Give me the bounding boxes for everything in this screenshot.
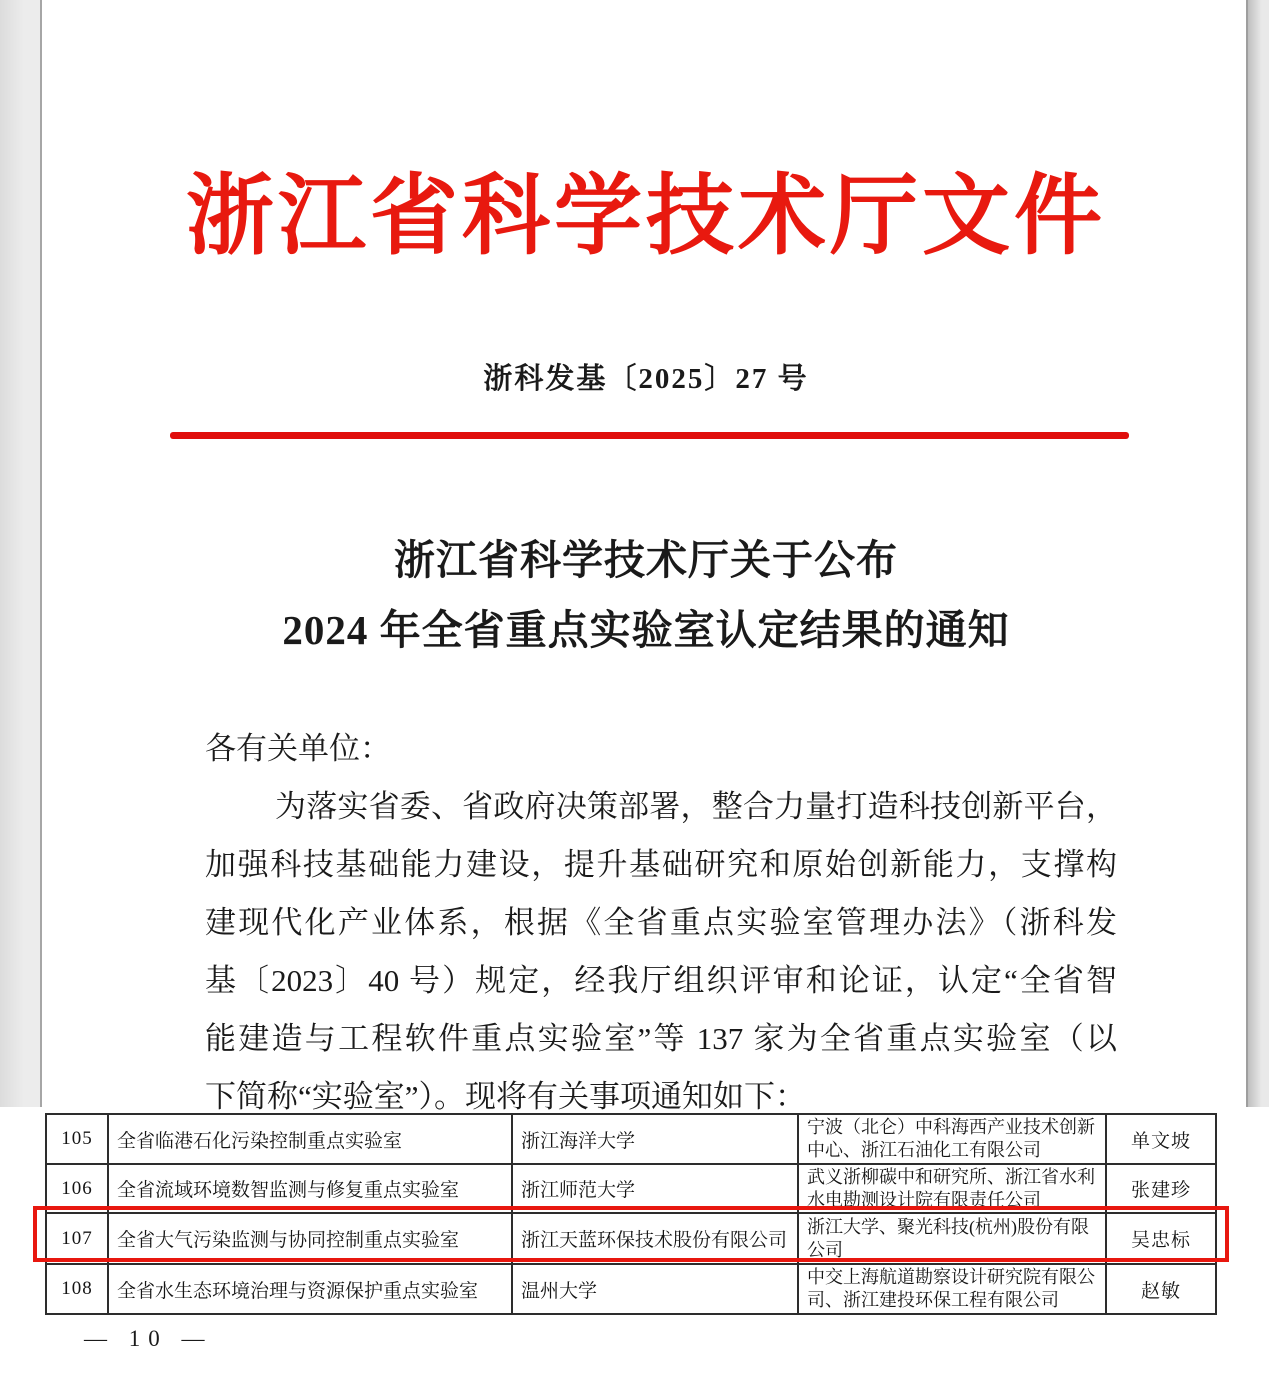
body-line-3: 建现代化产业体系，根据《全省重点实验室管理办法》（浙科发 [205, 905, 1117, 940]
partner-orgs-cell: 武义浙柳碳中和研究所、浙江省水利水电勘测设计院有限责任公司 [798, 1164, 1106, 1213]
partner-orgs-cell: 中交上海航道勘察设计研究院有限公司、浙江建投环保工程有限公司 [798, 1264, 1106, 1314]
partner-orgs-cell: 浙江大学、聚光科技(杭州)股份有限公司 [798, 1213, 1106, 1264]
row-number-cell: 106 [46, 1164, 108, 1213]
row-number-cell: 105 [46, 1114, 108, 1164]
table-row-highlighted [46, 1213, 1216, 1264]
page-margin-right [1246, 0, 1269, 1107]
row-number-cell: 107 [46, 1213, 108, 1264]
red-divider-rule [170, 432, 1129, 439]
document-number: 浙科发基〔2025〕27 号 [483, 363, 809, 395]
host-org-cell: 浙江海洋大学 [512, 1114, 798, 1164]
results-table [45, 1113, 1217, 1315]
salutation: 各有关单位： [205, 731, 391, 766]
partner-orgs-cell: 宁波（北仑）中科海西产业技术创新中心、浙江石油化工有限公司 [798, 1114, 1106, 1164]
notice-body [205, 720, 1117, 1126]
table-row [46, 1114, 1216, 1164]
lab-name-cell: 全省临港石化污染控制重点实验室 [108, 1114, 512, 1164]
lab-name-cell: 全省大气污染监测与协同控制重点实验室 [108, 1213, 512, 1264]
row-number-cell: 108 [46, 1264, 108, 1314]
page-margin-left [0, 0, 42, 1107]
agency-letterhead-title: 浙江省科学技术厅文件 [185, 169, 1106, 266]
body-line-5: 能建造与工程软件重点实验室”等 137 家为全省重点实验室（以 [205, 1021, 1117, 1056]
body-line-4: 基〔2023〕40 号）规定，经我厅组织评审和论证，认定“全省智 [205, 963, 1117, 998]
director-cell: 单文坡 [1106, 1114, 1216, 1164]
body-line-6: 下简称“实验室”）。现将有关事项通知如下： [205, 1079, 807, 1114]
director-cell: 张建珍 [1106, 1164, 1216, 1213]
host-org-cell: 浙江师范大学 [512, 1164, 798, 1213]
page-number: — 10 — [84, 1326, 213, 1351]
director-cell: 吴忠标 [1106, 1213, 1216, 1264]
body-line-1: 为落实省委、省政府决策部署，整合力量打造科技创新平台， [275, 789, 1117, 824]
table-row [46, 1264, 1216, 1314]
lab-name-cell: 全省流域环境数智监测与修复重点实验室 [108, 1164, 512, 1213]
director-cell: 赵敏 [1106, 1264, 1216, 1314]
notice-title-line2: 2024 年全省重点实验室认定结果的通知 [282, 607, 1010, 653]
host-org-cell: 浙江天蓝环保技术股份有限公司 [512, 1213, 798, 1264]
notice-title-line1: 浙江省科学技术厅关于公布 [394, 537, 898, 583]
host-org-cell: 温州大学 [512, 1264, 798, 1314]
lab-name-cell: 全省水生态环境治理与资源保护重点实验室 [108, 1264, 512, 1314]
table-row [46, 1164, 1216, 1213]
body-line-2: 加强科技基础能力建设，提升基础研究和原始创新能力，支撑构 [205, 847, 1117, 882]
